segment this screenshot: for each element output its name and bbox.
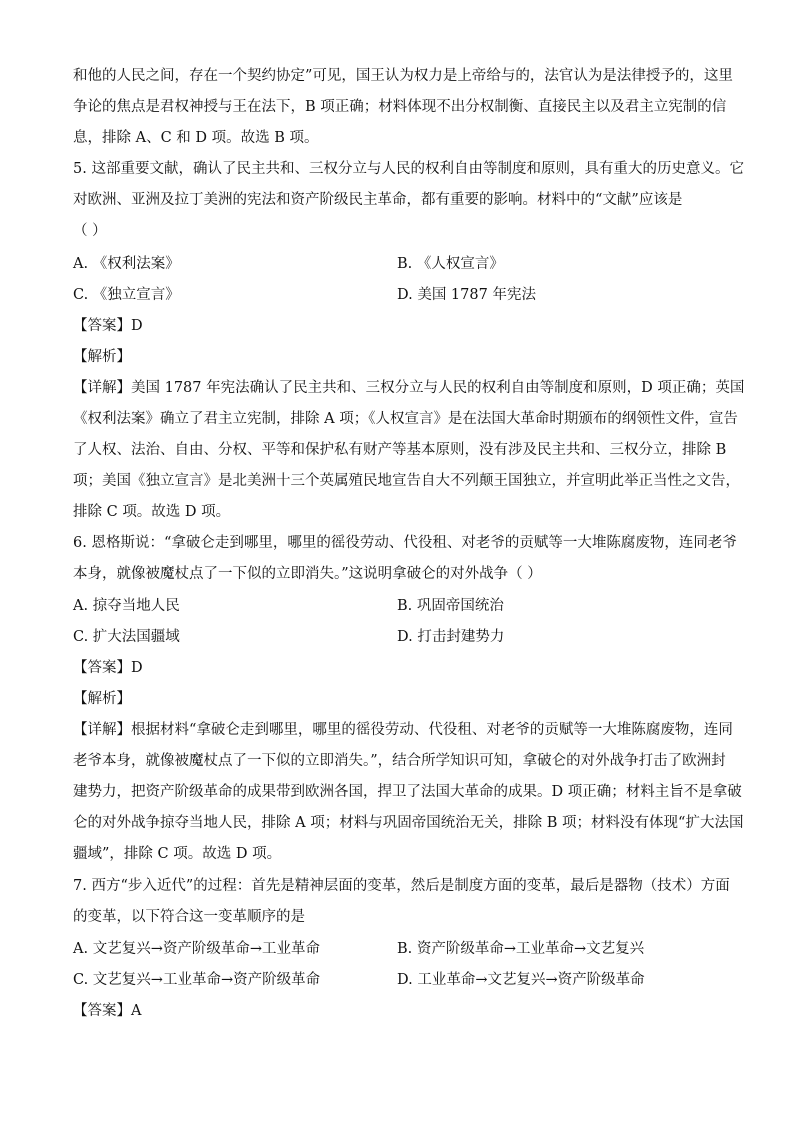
question-6-stem: 本身，就像被魔杖点了一下似的立即消失。”这说明拿破仑的对外战争（ ） — [73, 566, 542, 582]
q6-answer: 【答案】D — [73, 660, 143, 676]
q5-detail-line: 项；美国《独立宣言》是北美洲十三个英属殖民地宣告自大不列颠王国独立，并宣明此举正当性之文告， — [73, 473, 740, 489]
paragraph-line: 息，排除 A、C 和 D 项。故选 B 项。 — [73, 130, 319, 146]
question-7-stem: 的变革，以下符合这一变革顺序的是 — [73, 909, 305, 925]
q6-option-d: D. 打击封建势力 — [397, 629, 505, 645]
q7-option-b: B. 资产阶级革命→工业革命→文艺复兴 — [397, 941, 645, 957]
q6-analysis-label: 【解析】 — [73, 691, 131, 707]
q7-option-d: D. 工业革命→文艺复兴→资产阶级革命 — [397, 972, 645, 988]
q5-option-c: C. 《独立宣言》 — [73, 287, 180, 303]
q6-detail-line: 【详解】根据材料“拿破仑走到哪里，哪里的徭役劳动、代役租、对老爷的贡赋等一大堆陈腐废物，连同 — [73, 722, 733, 738]
q7-option-a: A. 文艺复兴→资产阶级革命→工业革命 — [73, 941, 320, 957]
q6-option-b: B. 巩固帝国统治 — [397, 598, 504, 614]
q6-detail-line: 疆域”，排除 C 项。故选 D 项。 — [73, 846, 282, 862]
paragraph-line: 和他的人民之间，存在一个契约协定”可见，国王认为权力是上帝给与的，法官认为是法律授予的，这里 — [73, 68, 733, 84]
q6-detail-line: 仑的对外战争掠夺当地人民，排除 A 项；材料与巩固帝国统治无关，排除 B 项；材料没有体现“扩大法国 — [73, 815, 744, 831]
question-6-stem: 6. 恩格斯说：“拿破仑走到哪里，哪里的徭役劳动、代役租、对老爷的贡赋等一大堆陈腐废物，连同老爷 — [73, 535, 737, 551]
q5-option-b: B. 《人权宣言》 — [397, 256, 504, 272]
question-5-stem: 对欧洲、亚洲及拉丁美洲的宪法和资产阶级民主革命，都有重要的影响。材料中的“文献”应该是 — [73, 192, 683, 208]
question-7-stem: 7. 西方“步入近代”的过程：首先是精神层面的变革，然后是制度方面的变革，最后是器物（技术）方面 — [73, 878, 730, 894]
q7-option-c: C. 文艺复兴→工业革命→资产阶级革命 — [73, 972, 321, 988]
q6-option-c: C. 扩大法国疆域 — [73, 629, 180, 645]
q6-option-a: A. 掠夺当地人民 — [73, 598, 180, 614]
question-5-stem: （ ） — [73, 223, 107, 239]
q5-detail-line: 排除 C 项。故选 D 项。 — [73, 504, 231, 520]
q5-answer: 【答案】D — [73, 318, 143, 334]
q5-analysis-label: 【解析】 — [73, 349, 131, 365]
q5-option-d: D. 美国 1787 年宪法 — [397, 287, 536, 303]
q7-answer: 【答案】A — [73, 1003, 142, 1019]
paragraph-line: 争论的焦点是君权神授与王在法下，B 项正确；材料体现不出分权制衡、直接民主以及君主立宪制的信 — [73, 99, 727, 115]
q5-detail-line: 了人权、法治、自由、分权、平等和保护私有财产等基本原则，没有涉及民主共和、三权分立，排除 B — [73, 442, 727, 458]
q5-detail-line: 【详解】美国 1787 年宪法确认了民主共和、三权分立与人民的权利自由等制度和原则，D 项正确；英国 — [73, 380, 745, 396]
question-5-stem: 5. 这部重要文献，确认了民主共和、三权分立与人民的权利自由等制度和原则，具有重大的历史意义。它 — [73, 161, 744, 177]
q5-detail-line: 《权利法案》确立了君主立宪制，排除 A 项；《人权宣言》是在法国大革命时期颁布的纲领性文件，宣告 — [73, 411, 738, 427]
q6-detail-line: 建势力，把资产阶级革命的成果带到欧洲各国，捍卫了法国大革命的成果。D 项正确；材料主旨不是拿破 — [73, 784, 742, 800]
q6-detail-line: 老爷本身，就像被魔杖点了一下似的立即消失。”，结合所学知识可知，拿破仑的对外战争打击了欧洲封 — [73, 753, 726, 769]
q5-option-a: A. 《权利法案》 — [73, 256, 180, 272]
